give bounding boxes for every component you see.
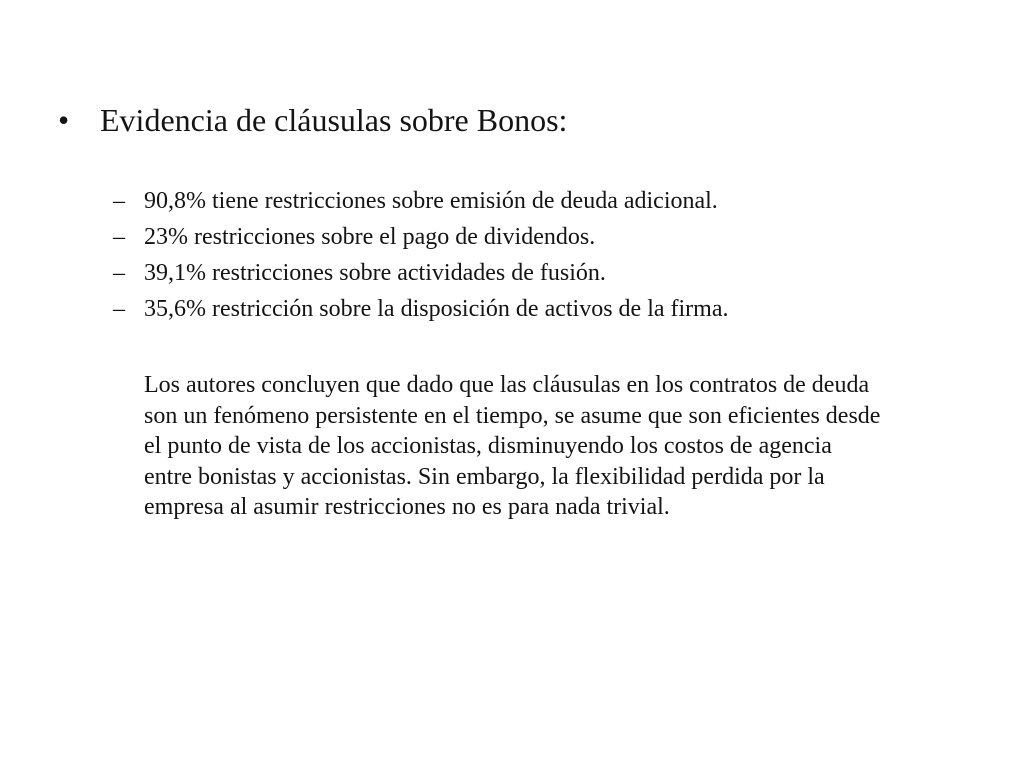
list-item-text: 90,8% tiene restricciones sobre emisión de deuda adicional. xyxy=(144,188,718,214)
dash-icon: – xyxy=(113,188,125,214)
list-item xyxy=(113,291,729,327)
sub-list xyxy=(113,183,729,327)
bullet-icon: • xyxy=(58,102,70,138)
dash-icon: – xyxy=(113,224,125,250)
conclusion-paragraph: Los autores concluyen que dado que las cláusulas en los contratos de deuda son un fenómeno persistente en el tiempo, se asume que son eficientes desde el punto de vista de los accionistas, disminuyendo los costos de agencia entre bonistas y accionistas. Sin embargo, la flexibilidad perdida por la empresa al asumir restricciones no es para nada trivial. xyxy=(144,372,881,520)
list-item-text: 23% restricciones sobre el pago de dividendos. xyxy=(144,224,596,250)
list-item-text: 35,6% restricción sobre la disposición de activos de la firma. xyxy=(144,296,729,322)
dash-icon: – xyxy=(113,260,125,286)
list-item xyxy=(113,219,729,255)
main-bullet-text: Evidencia de cláusulas sobre Bonos: xyxy=(100,102,568,138)
main-bullet xyxy=(58,98,567,142)
dash-icon: – xyxy=(113,296,125,322)
list-item xyxy=(113,255,729,291)
list-item-text: 39,1% restricciones sobre actividades de fusión. xyxy=(144,260,606,286)
list-item xyxy=(113,183,729,219)
